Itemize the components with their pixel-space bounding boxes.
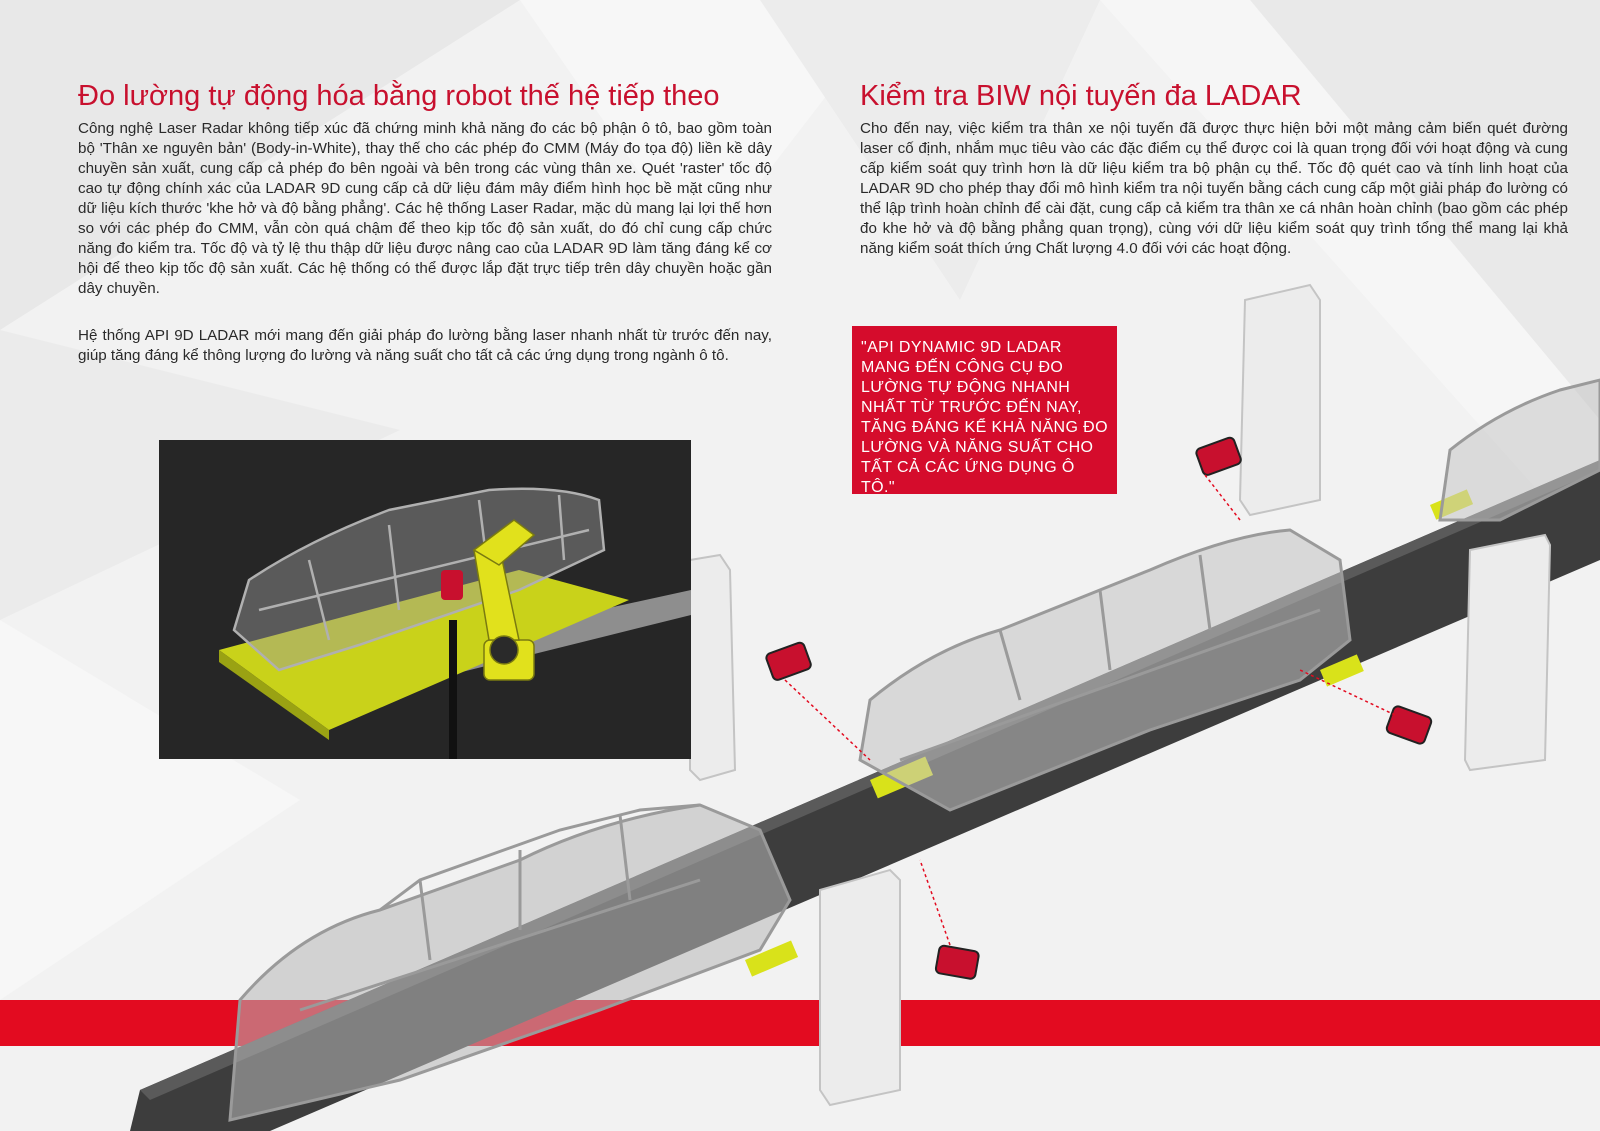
right-paragraph-1: Cho đến nay, việc kiểm tra thân xe nội tuyến đã được thực hiện bởi một mảng cảm biến quét đường laser cố định, nhắm mục tiêu vào các đặc điểm cụ thể được coi là quan trọng đối với hoạt động và cung cấp kiểm soát quy trình hơn là dữ liệu kiểm tra bộ phận cụ thể. Tốc độ quét cao và tính linh hoạt của LADAR 9D cho phép thay đổi mô hình kiểm tra nội tuyến bằng cách cung cấp một giải pháp đo lường có thể lập trình hoàn chỉnh để cài đặt, cung cấp cả kiểm tra thân xe cá nhân hoàn chỉnh (bao gồm các phép đo khe hở và độ bằng phẳng quan trọng), cùng với dữ liệu kiểm soát quy trình tổng thể mang lại khả năng kiểm soát thích ứng Chất lượng 4.0 đối với các hoạt động. (860, 120, 1568, 257)
left-heading: Đo lường tự động hóa bằng robot thế hệ tiếp theo (78, 80, 720, 112)
robot-photo (159, 440, 691, 759)
left-paragraph-2: Hệ thống API 9D LADAR mới mang đến giải pháp đo lường bằng laser nhanh nhất từ trước đến nay, giúp tăng đáng kể thông lượng đo lường và năng suất cho tất cả các ứng dụng trong ngành ô tô. (78, 327, 772, 364)
left-paragraph-1: Công nghệ Laser Radar không tiếp xúc đã chứng minh khả năng đo các bộ phận ô tô, bao gồm toàn bộ 'Thân xe nguyên bản' (Body-in-White), thay thế cho các phép đo CMM (Máy đo tọa độ) liền kề dây chuyền sản xuất, cung cấp cả phép đo bên ngoài và bên trong các vùng thân xe. Quét 'raster' tốc độ cao tự động chính xác của LADAR 9D cung cấp cả dữ liệu đám mây điểm hình học bề mặt cũng như dữ liệu kích thước 'khe hở và độ bằng phẳng'. Các hệ thống Laser Radar, mặc dù mang lại lợi thế hơn so với các phép đo CMM, vẫn còn quá chậm để theo kịp tốc độ sản xuất, do đó chỉ cung cấp chức năng đo kiểm tra. Tốc độ và tỷ lệ thu thập dữ liệu được nâng cao của LADAR 9D làm tăng đáng kể cơ hội để theo kịp tốc độ sản xuất. Các hệ thống có thể được lắp đặt trực tiếp trên dây chuyền hoặc gần dây chuyền. (78, 120, 772, 297)
pull-quote: "API DYNAMIC 9D LADAR MANG ĐẾN CÔNG CỤ ĐO LƯỜNG TỰ ĐỘNG NHANH NHẤT TỪ TRƯỚC ĐẾN NAY, TĂNG ĐÁNG KỂ KHẢ NĂNG ĐO LƯỜNG VÀ NĂNG SUẤT CHO TẤT CẢ CÁC ỨNG DỤNG Ô TÔ." (852, 326, 1117, 494)
car-body-front (230, 805, 790, 1120)
right-heading: Kiểm tra BIW nội tuyến đa LADAR (860, 80, 1302, 112)
